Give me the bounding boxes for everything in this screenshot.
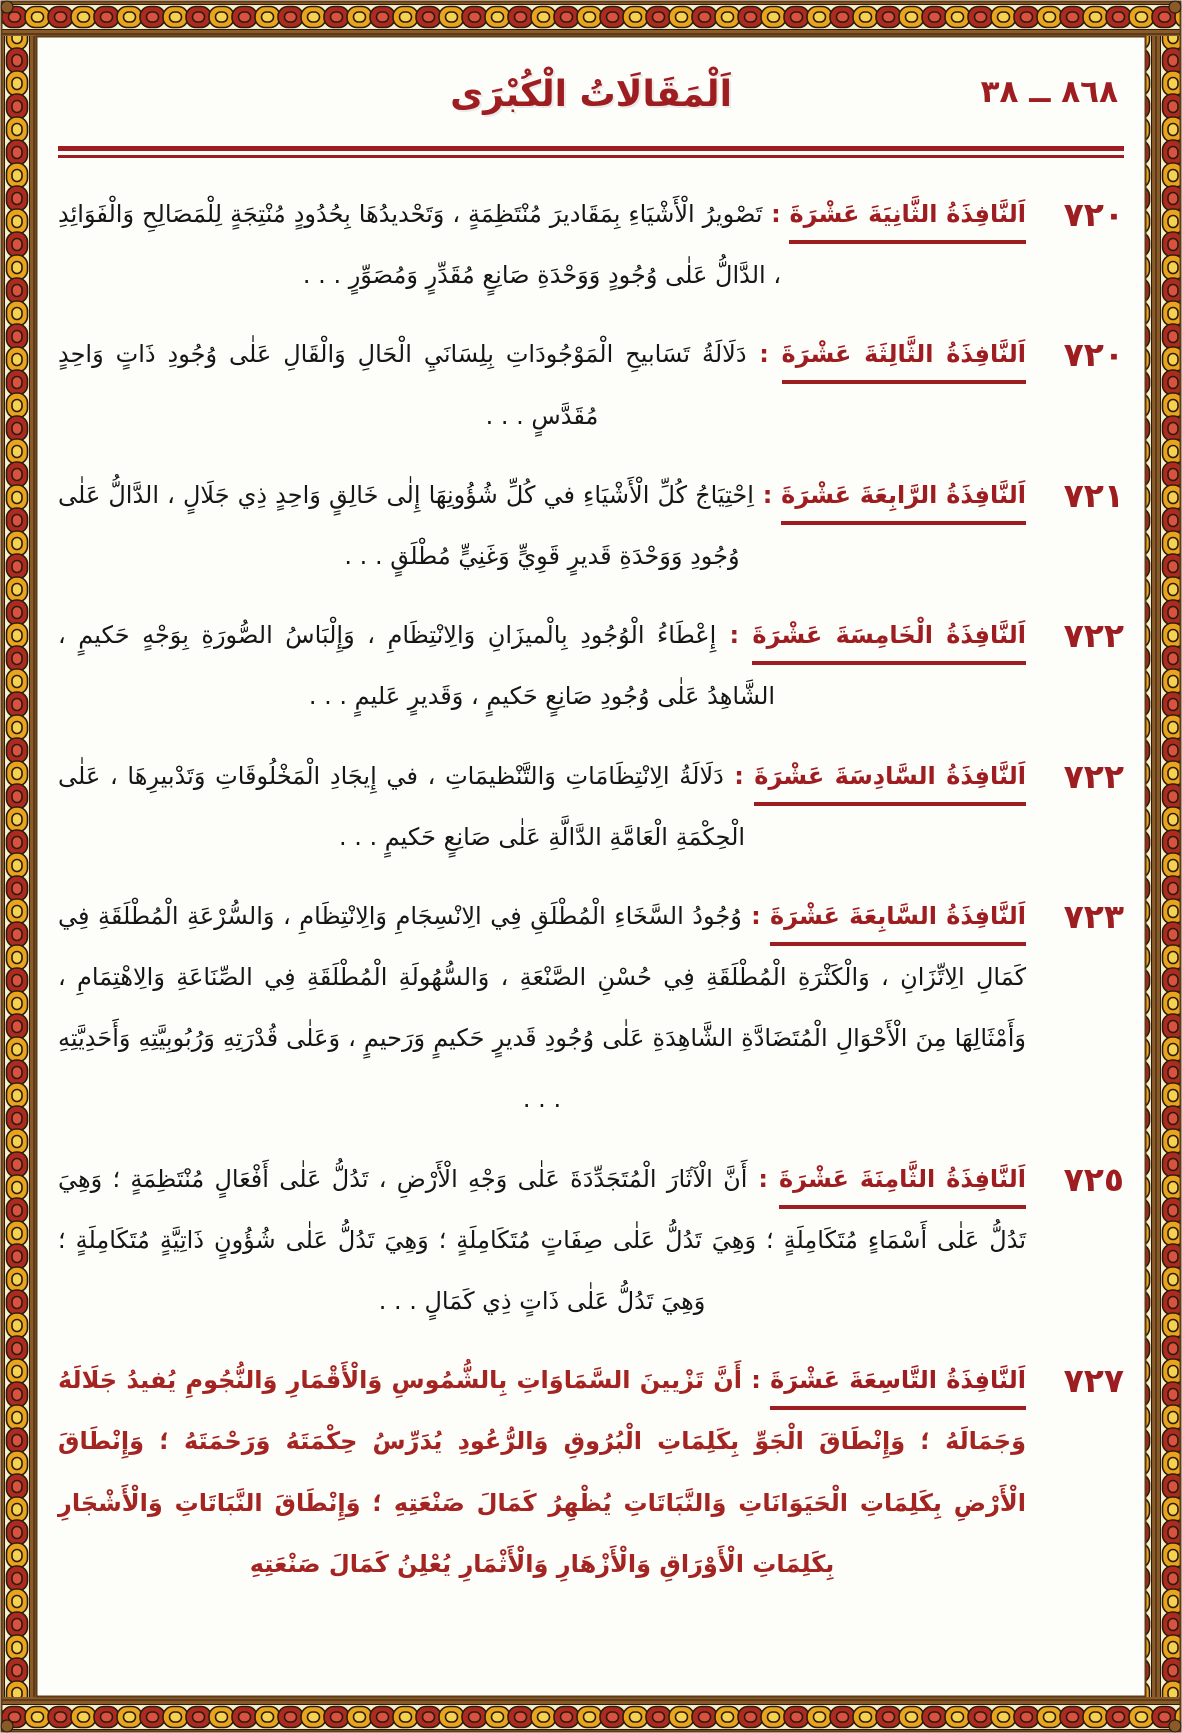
window-heading: اَلنَّافِذَةُ السَّابِعَةَ عَشْرَةَ: [770, 902, 1026, 946]
paragraph-text: [58, 465, 1026, 587]
window-heading: اَلنَّافِذَةُ الثَّانِيَةَ عَشْرَةَ: [789, 200, 1026, 244]
heading-colon: :: [762, 200, 790, 228]
heading-colon: :: [746, 340, 782, 369]
heading-colon: :: [741, 901, 770, 930]
paragraph-number: ٧٢٧: [1063, 1361, 1124, 1401]
page-content: [38, 38, 1144, 1695]
sections: [58, 184, 1124, 1595]
window-section: [58, 1350, 1124, 1595]
body-text: أَنَّ الْآثَارَ الْمُتَجَدِّدَةَ عَلٰى وَجْهِ الْأَرْضِ ، تَدُلُّ عَلٰى أَفْعَالٍ مُنْتَظِمَةٍ ؛ وَهِيَ تَدُلُّ عَلٰى أَسْمَاءٍ مُتَكَامِلَةٍ ؛ وَهِيَ تَدُلُّ عَلٰى صِفَاتٍ مُتَكَامِلَةٍ ؛ وَهِيَ تَدُلُّ عَلٰى شُؤُونٍ ذَاتِيَّةٍ مُتَكَامِلَةٍ ؛ وَهِيَ تَدُلُّ عَلٰى ذَاتٍ ذِي كَمَالٍ . . .: [58, 1164, 1026, 1315]
heading-colon: :: [753, 480, 782, 509]
window-heading: اَلنَّافِذَةُ الثَّالِثَةَ عَشْرَةَ: [782, 340, 1026, 384]
paragraph-text: [58, 1350, 1026, 1595]
window-heading: اَلنَّافِذَةُ التَّاسِعَةَ عَشْرَةَ: [770, 1366, 1026, 1410]
body-text: أَنَّ تَزْيينَ السَّمَاوَاتِ بِالشُّمُوسِ وَالْأَقْمَارِ وَالنُّجُومِ يُفيدُ جَلَالَهُ وَجَمَالَهُ ؛ وَإِنْطَاقَ الْجَوِّ بِكَلِمَاتِ الْبُرُوقِ وَالرُّعُودِ يُدَرِّسُ حِكْمَتَهُ وَرَحْمَتَهُ ؛ وَإِنْطَاقَ الْأَرْضِ بِكَلِمَاتِ الْحَيَوَانَاتِ وَالنَّبَاتَاتِ يُظْهِرُ كَمَالَ صَنْعَتِهِ ؛ وَإِنْطَاقَ النَّبَاتَاتِ وَالْأَشْجَارِ بِكَلِمَاتِ الْأَوْرَاقِ وَالْأَزْهَارِ وَالْأَثْمَارِ يُعْلِنُ كَمَالَ صَنْعَتِهِ: [58, 1366, 1026, 1578]
heading-colon: :: [742, 1366, 771, 1395]
heading-colon: :: [747, 1164, 779, 1193]
window-heading: اَلنَّافِذَةُ الثَّامِنَةَ عَشْرَةَ: [779, 1165, 1026, 1209]
paragraph-text: [58, 605, 1026, 727]
window-section: [58, 1149, 1124, 1333]
window-section: [58, 465, 1124, 587]
window-heading: اَلنَّافِذَةُ السَّادِسَةَ عَشْرَةَ: [754, 762, 1026, 806]
page-title: اَلْمَقَالَاتُ الْكُبْرَى: [450, 74, 732, 115]
page-header: [58, 74, 1124, 132]
paragraph-text: [58, 1149, 1026, 1333]
paragraph-number: ٧٢٥: [1063, 1159, 1124, 1199]
paragraph-number: ٧٢٢: [1063, 616, 1124, 656]
window-section: [58, 746, 1124, 868]
body-text: إِعْطَاءُ الْوُجُودِ بِالْميزَانِ وَالِانْتِظَامِ ، وَإِلْبَاسُ الصُّورَةِ بِوَجْهٍ حَكيمٍ ، الشَّاهِدُ عَلٰى وُجُودِ صَانِعٍ حَكيمٍ ، وَقَديرٍ عَليمٍ . . .: [58, 621, 776, 711]
paragraph-text: [58, 184, 1026, 306]
paragraph-number: ٧٢٣: [1063, 896, 1124, 936]
window-heading: اَلنَّافِذَةُ الْخَامِسَةَ عَشْرَةَ: [752, 621, 1026, 665]
paragraph-number: ٧٢٢: [1063, 756, 1124, 796]
window-section: [58, 886, 1124, 1131]
paragraph-number: ٧٢٠: [1063, 335, 1124, 375]
heading-colon: :: [723, 761, 755, 790]
body-text: اِحْتِيَاجُ كُلِّ الْأَشْيَاءِ في كُلِّ شُؤُونِهَا إِلٰى خَالِقٍ وَاحِدٍ ذِي جَلَالٍ ، الدَّالُّ عَلٰى وُجُودِ وَوَحْدَةِ قَديرٍ قَوِيٍّ وَغَنِيٍّ مُطْلَقٍ . . .: [58, 480, 754, 570]
paragraph-number: ٧٢١: [1063, 475, 1124, 515]
heading-colon: :: [716, 621, 753, 650]
window-section: [58, 605, 1124, 727]
window-section: [58, 184, 1124, 306]
page-number: ٨٦٨ ــ ٣٨: [980, 74, 1118, 110]
window-heading: اَلنَّافِذَةُ الرَّابِعَةَ عَشْرَةَ: [781, 481, 1026, 525]
paragraph-number: ٧٢٠: [1063, 195, 1124, 234]
paragraph-text: [58, 324, 1026, 446]
body-text: دَلَالَةُ الِانْتِظَامَاتِ وَالتَّنْظيمَاتِ ، في إِيجَادِ الْمَخْلُوقَاتِ وَتَدْبيرِهَا ، عَلٰى الْحِكْمَةِ الْعَامَّةِ الدَّالَّةِ عَلٰى صَانِعٍ حَكيمٍ . . .: [58, 761, 746, 851]
paragraph-text: [58, 746, 1026, 868]
body-text: تَصْويرُ الْأَشْيَاءِ بِمَقَاديرَ مُنْتَظِمَةٍ ، وَتَحْديدُهَا بِحُدُودٍ مُنْتِجَةٍ لِلْمَصَالِحِ وَالْفَوَائِدِ ، الدَّالُّ عَلٰى وُجُودٍ وَوَحْدَةِ صَانِعٍ مُقَدِّرٍ وَمُصَوِّرٍ . . .: [58, 200, 782, 290]
header-divider: [58, 146, 1124, 158]
body-text: دَلَالَةُ تَسَابيحِ الْمَوْجُودَاتِ بِلِسَانَيِ الْحَالِ وَالْقَالِ عَلٰى وُجُودِ ذَاتٍ وَاحِدٍ مُقَدَّسٍ . . .: [58, 340, 747, 430]
window-section: [58, 324, 1124, 446]
body-text: وُجُودُ السَّخَاءِ الْمُطْلَقِ فِي الِانْسِجَامِ وَالِانْتِظَامِ ، وَالسُّرْعَةِ الْمُطْلَقَةِ فِي كَمَالِ الِاتِّزَانِ ، وَالْكَثْرَةِ الْمُطْلَقَةِ فِي حُسْنِ الصَّنْعَةِ ، وَالسُّهُولَةِ الْمُطْلَقَةِ فِي الصِّنَاعَةِ وَالِاهْتِمَامِ ، وَأَمْثَالِهَا مِنَ الْأَحْوَالِ الْمُتَضَادَّةِ الشَّاهِدَةِ عَلٰى وُجُودِ قَديرٍ حَكيمٍ وَرَحيمٍ ، وَعَلٰى قُدْرَتِهِ وَرُبُوبِيَّتِهِ وَأَحَدِيَّتِهِ . . .: [58, 901, 1026, 1114]
paragraph-text: [58, 886, 1026, 1131]
